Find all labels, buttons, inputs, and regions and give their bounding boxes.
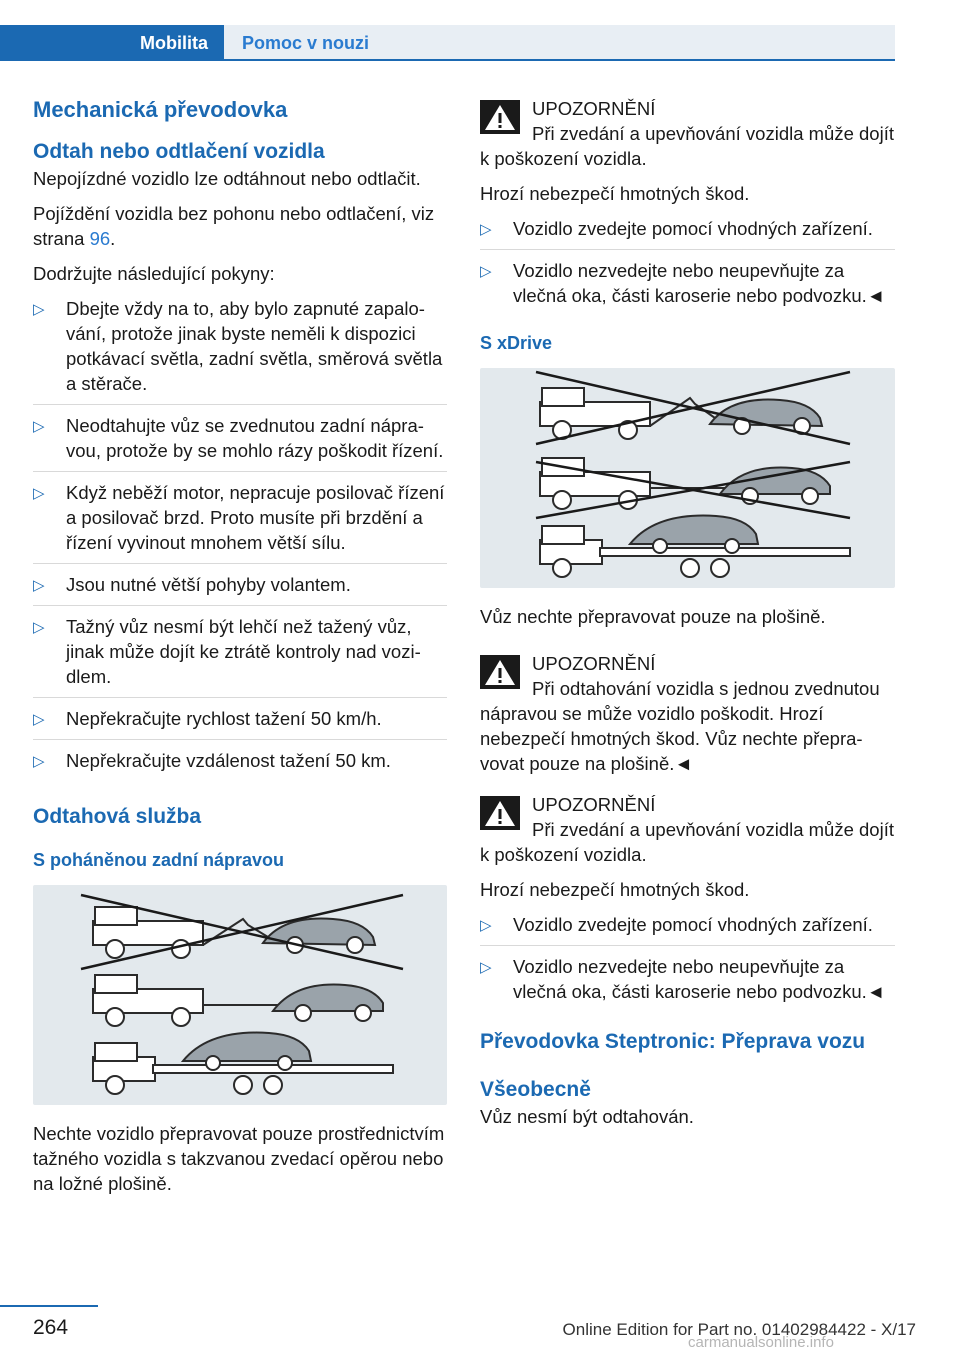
heading-steptronic: Převodovka Steptronic: Přeprava vozu (480, 1030, 866, 1053)
warning-text: Při zvedání a upevňování vozidla může dojít k poškození vozidla. (480, 123, 894, 169)
paragraph-general: Vůz nesmí být odtahován. (480, 1106, 694, 1127)
warning-title: UPOZORNĚNÍ (532, 98, 656, 119)
towing-instructions-list (33, 296, 447, 781)
watermark: carmanualsonline.info (688, 1334, 834, 1351)
paragraph-see-page: Pojíždění vozidla bez pohonu nebo odtlačení, viz strana 96. (33, 203, 435, 249)
triangle-bullet-icon: ▷ (480, 917, 492, 934)
page-link-96[interactable]: 96 (89, 228, 111, 249)
chapter-tabs (0, 25, 895, 61)
warning-block-2 (480, 651, 895, 776)
list-item: ▷ Jsou nutné větší pohyby volantem. (33, 572, 447, 606)
warning-title: UPOZORNĚNÍ (532, 794, 656, 815)
warning-triangle-icon (480, 100, 520, 134)
warning-triangle-icon (480, 655, 520, 689)
list-item: ▷ Vozidlo zvedejte pomocí vhodných zařízení. (480, 216, 895, 250)
paragraph-damage-risk: Hrozí nebezpečí hmotných škod. (480, 183, 750, 204)
tow-truck-illustration-icon (480, 368, 895, 588)
warning-list-1 (480, 216, 895, 316)
paragraph-instructions: Dodržujte následující pokyny: (33, 263, 275, 284)
warning-triangle-icon (480, 796, 520, 830)
list-item: ▷ Vozidlo nezvedejte nebo neupevňujte za vlečná oka, části karoserie nebo podvozku.◄ (480, 956, 886, 1002)
triangle-bullet-icon: ▷ (33, 619, 45, 636)
warning-title: UPOZORNĚNÍ (532, 653, 656, 674)
heading-general: Všeobecně (480, 1078, 591, 1101)
towing-illustration-xdrive (480, 368, 895, 588)
heading-rear-wheel-drive: S poháněnou zadní nápravou (33, 850, 285, 870)
triangle-bullet-icon: ▷ (480, 221, 492, 238)
triangle-bullet-icon: ▷ (33, 753, 45, 770)
list-item: ▷ Vozidlo nezvedejte nebo neupevňujte za vlečná oka, části karoserie nebo podvozku.◄ (480, 260, 886, 306)
page-number: 264 (33, 1316, 69, 1339)
list-item: ▷ Nepřekračujte vzdálenost tažení 50 km. (33, 748, 447, 781)
heading-towing-service: Odtahová služba (33, 805, 202, 828)
list-item: ▷ Neodtahujte vůz se zvednutou zadní nápravou, protože by se mohlo rázy poškodit řízení. (33, 413, 447, 472)
triangle-bullet-icon: ▷ (480, 959, 492, 976)
tab-pomoc-v-nouzi[interactable]: Pomoc v nouzi (224, 25, 895, 61)
tow-truck-illustration-icon (33, 885, 447, 1105)
caption-rwd: Nechte vozidlo přepravovat pouze prostřednictvím tažného vozidla s takzvanou zvedací opěrou nebo na ložné plošině. (33, 1123, 445, 1194)
warning-text: Při odtahování vozidla s jednou zvednutou nápravou se může vozidlo poškodit. Hrozí nebezpečí hmotných škod. Vůz nechte přepravovat pouze na plošině.◄ (480, 678, 880, 774)
warning-text: Při zvedání a upevňování vozidla může dojít k poškození vozidla. (480, 819, 894, 865)
triangle-bullet-icon: ▷ (33, 418, 45, 435)
list-item: ▷ Vozidlo zvedejte pomocí vhodných zařízení. (480, 912, 895, 946)
edition-footer: Online Edition for Part no. 01402984422 - X/17 (562, 1320, 916, 1339)
triangle-bullet-icon: ▷ (480, 263, 492, 280)
triangle-bullet-icon: ▷ (33, 301, 45, 318)
paragraph-immobile: Nepojízdné vozidlo lze odtáhnout nebo odtlačit. (33, 168, 421, 189)
warning-block-3 (480, 792, 895, 867)
paragraph-damage-risk: Hrozí nebezpečí hmotných škod. (480, 879, 750, 900)
warning-block-1 (480, 96, 895, 171)
list-item: ▷ Dbejte vždy na to, aby bylo zapnuté zapalování, protože jinak byste neměli k dispozici potkávací světla, zadní světla, směrová světla a stěrače. (33, 296, 447, 405)
towing-illustration-rwd (33, 885, 447, 1105)
triangle-bullet-icon: ▷ (33, 577, 45, 594)
list-item: ▷ Tažný vůz nesmí být lehčí než tažený vůz, jinak může dojít ke ztrátě kontroly nad vozidlem. (33, 614, 447, 698)
warning-list-3 (480, 912, 895, 1012)
triangle-bullet-icon: ▷ (33, 711, 45, 728)
list-item: ▷ Když neběží motor, nepracuje posilovač řízení a posilovač brzd. Proto musíte při brzdění a řízení vyvinout mnohem větší sílu. (33, 480, 447, 564)
left-column (33, 96, 447, 1206)
triangle-bullet-icon: ▷ (33, 485, 45, 502)
right-column (480, 96, 895, 1139)
list-item: ▷ Nepřekračujte rychlost tažení 50 km/h. (33, 706, 447, 740)
caption-xdrive: Vůz nechte přepravovat pouze na plošině. (480, 606, 826, 627)
tab-mobilita[interactable]: Mobilita (0, 25, 224, 61)
page-number-rule (0, 1305, 98, 1307)
heading-xdrive: S xDrive (480, 333, 553, 353)
heading-towing: Odtah nebo odtlačení vozidla (33, 140, 325, 163)
heading-manual-transmission: Mechanická převodovka (33, 97, 288, 122)
